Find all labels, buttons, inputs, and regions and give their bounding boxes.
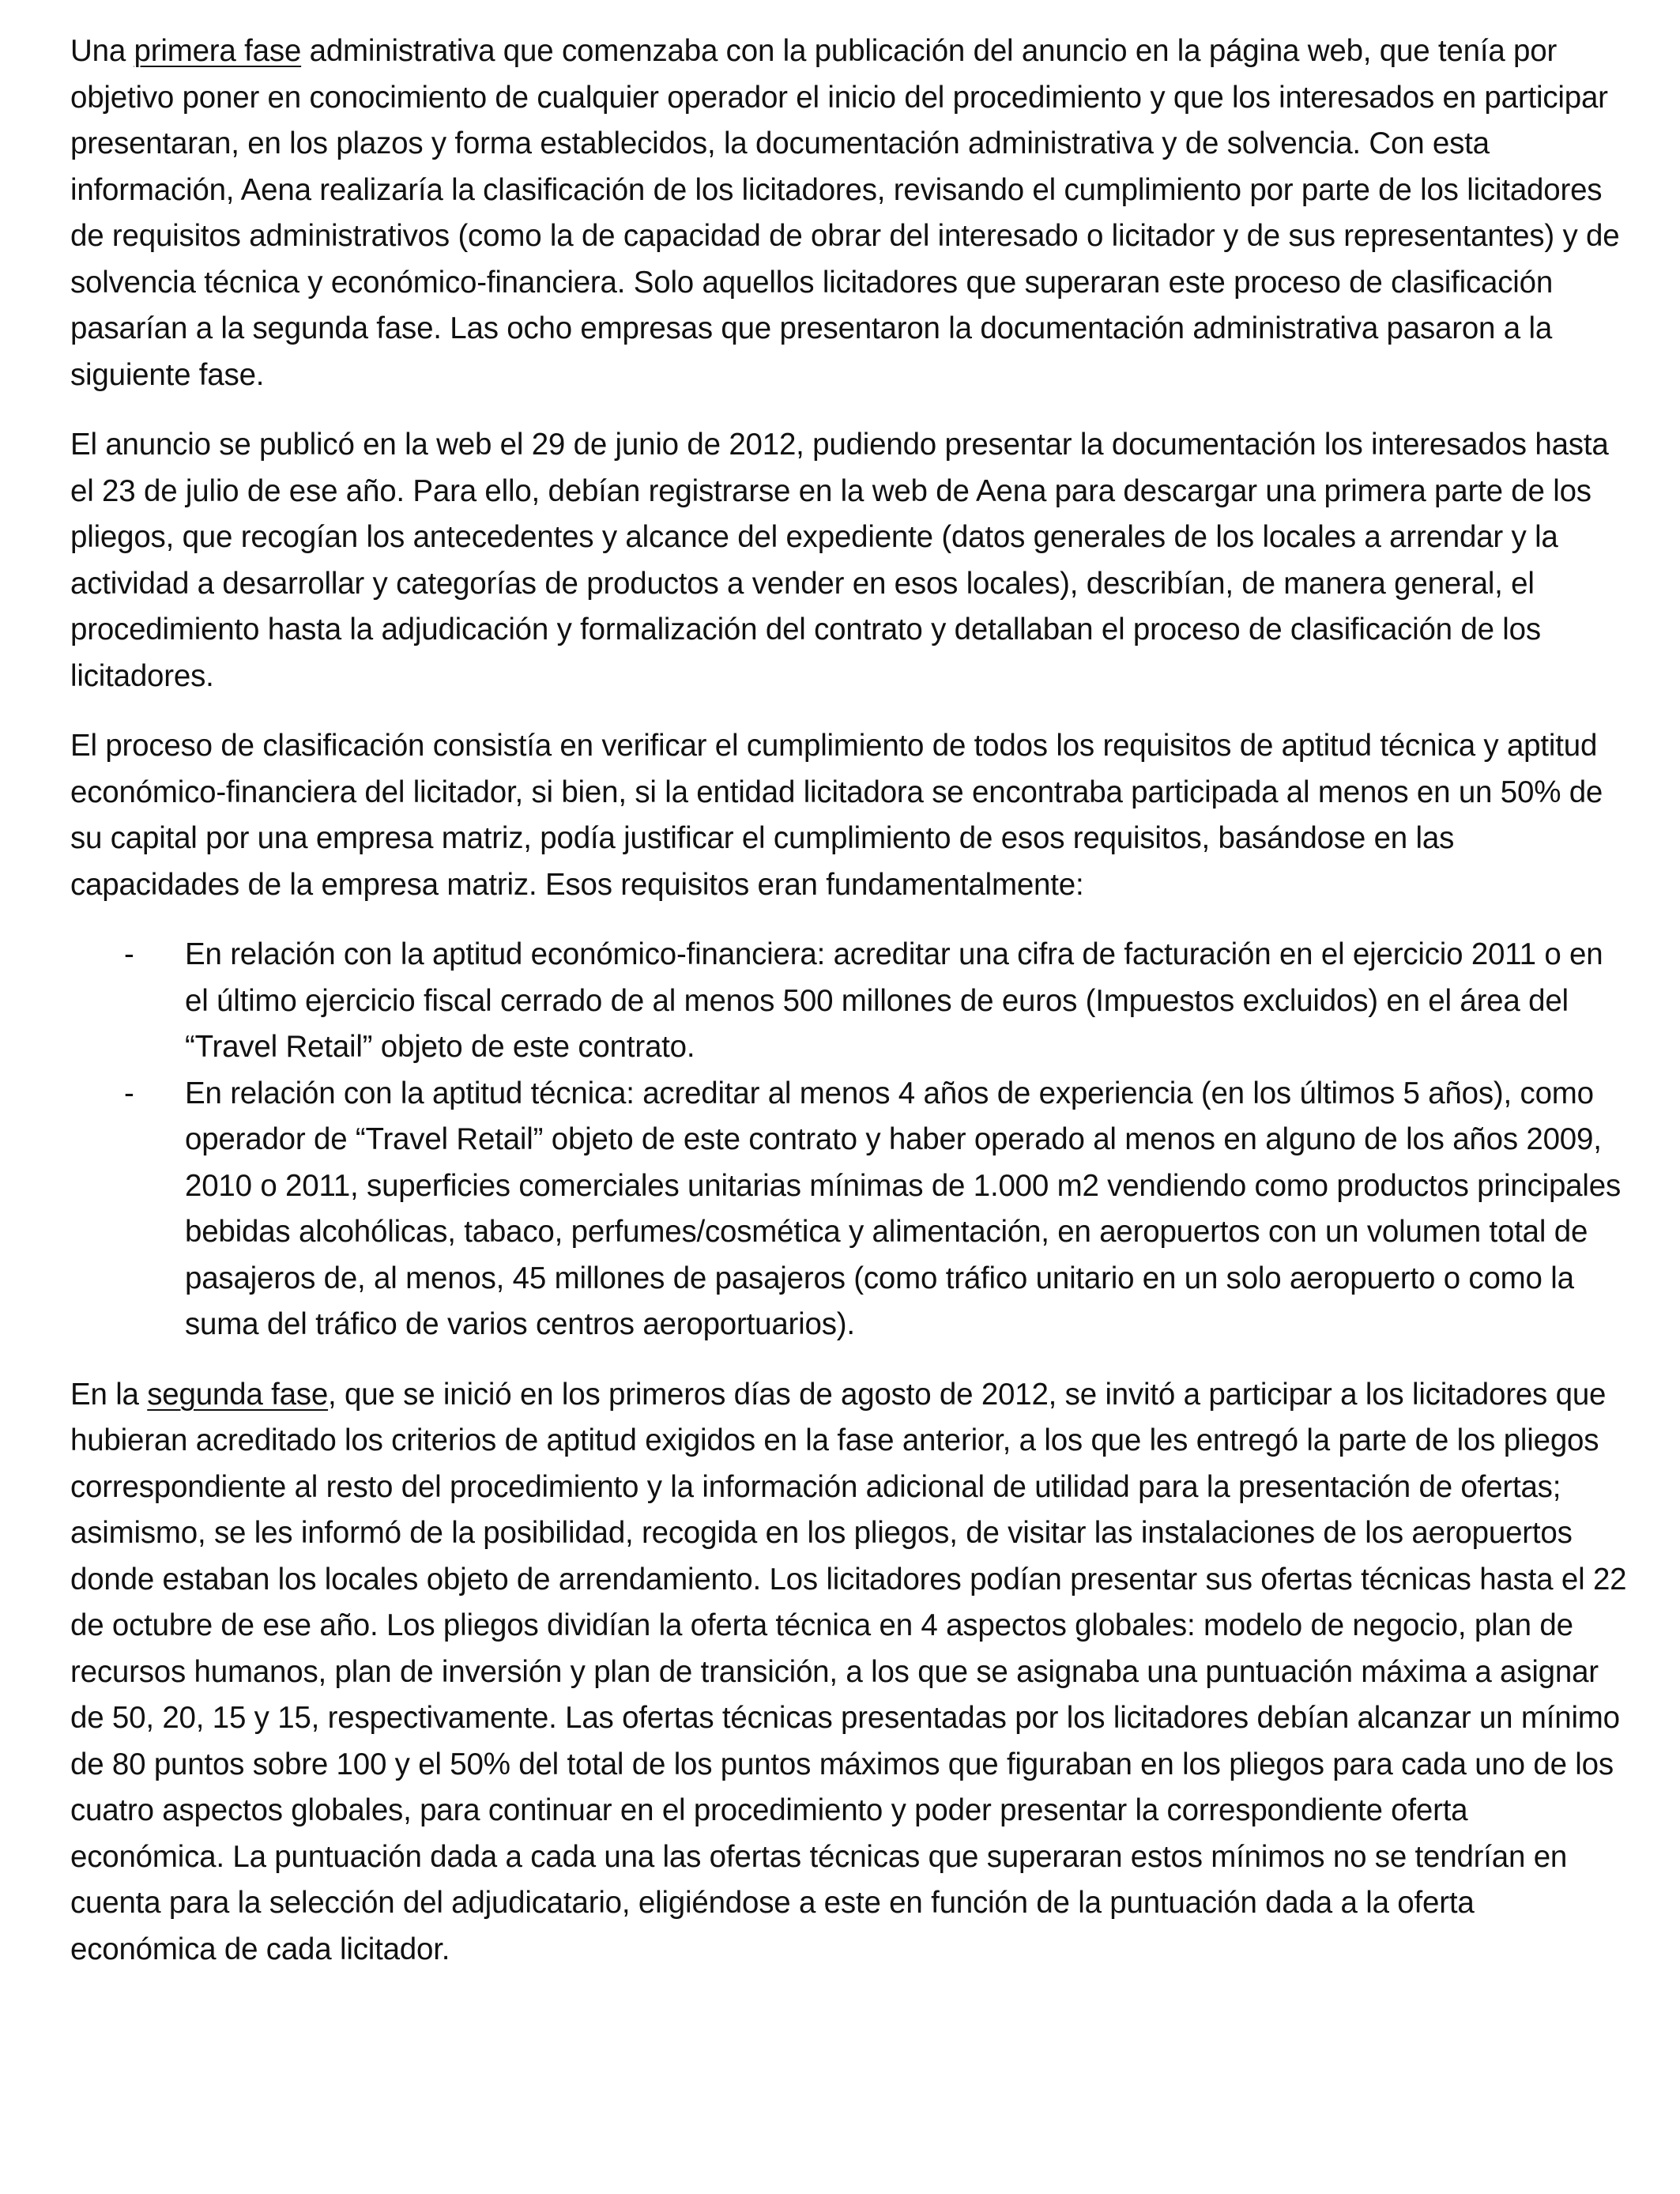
requirements-list: [70, 932, 1627, 1348]
paragraph-primera-fase: [70, 28, 1627, 398]
list-item-text: En relación con la aptitud técnica: acreditar al menos 4 años de experiencia (en los últimos 5 años), como operador de “Travel Retail” objeto de este contrato y haber operado al menos en alguno de los años 2009, 2010 o 2011, superficies comerciales unitarias mínimas de 1.000 m2 vendiendo como productos principales bebidas alcohólicas, tabaco, perfumes/cosmética y alimentación, en aeropuertos con un volumen total de pasajeros de, al menos, 45 millones de pasajeros (como tráfico unitario en un solo aeropuerto o como la suma del tráfico de varios centros aeroportuarios).: [185, 1076, 1622, 1341]
paragraph-body: administrativa que comenzaba con la publicación del anuncio en la página web, que tenía por objetivo poner en conocimiento de cualquier operador el inicio del procedimiento y que los interesados en participar presentaran, en los plazos y forma establecidos, la documentación administrativa y de solvencia. Con esta información, Aena realizaría la clasificación de los licitadores, revisando el cumplimiento por parte de los licitadores de requisitos administrativos (como la de capacidad de obrar del interesado o licitador y de sus representantes) y de solvencia técnica y económico-financiera. Solo aquellos licitadores que superaran este proceso de clasificación pasarían a la segunda fase. Las ocho empresas que presentaron la documentación administrativa pasaron a la siguiente fase.: [70, 34, 1620, 392]
bullet-marker: -: [124, 1076, 134, 1110]
paragraph-prefix: Una: [70, 34, 134, 68]
paragraph-prefix: En la: [70, 1377, 148, 1412]
list-item-text: En relación con la aptitud económico-financiera: acreditar una cifra de facturación en el ejercicio 2011 o en el último ejercicio fiscal cerrado de al menos 500 millones de euros (Impuestos excluidos) en el área del “Travel Retail” objeto de este contrato.: [185, 937, 1603, 1064]
underlined-term-segunda-fase: segunda fase: [147, 1377, 329, 1412]
paragraph-segunda-fase: [70, 1372, 1627, 1973]
list-item: [70, 932, 1627, 1071]
list-item: [70, 1071, 1627, 1348]
document-page: [70, 28, 1627, 1996]
paragraph-anuncio: El anuncio se publicó en la web el 29 de junio de 2012, pudiendo presentar la documentación los interesados hasta el 23 de julio de ese año. Para ello, debían registrarse en la web de Aena para descargar una primera parte de los pliegos, que recogían los antecedentes y alcance del expediente (datos generales de los locales a arrendar y la actividad a desarrollar y categorías de productos a vender en esos locales), describían, de manera general, el procedimiento hasta la adjudicación y formalización del contrato y detallaban el proceso de clasificación de los licitadores.: [70, 428, 1609, 693]
paragraph-proceso-clasificacion: El proceso de clasificación consistía en verificar el cumplimiento de todos los requisitos de aptitud técnica y aptitud económico-financiera del licitador, si bien, si la entidad licitadora se encontraba participada al menos en un 50% de su capital por una empresa matriz, podía justificar el cumplimiento de esos requisitos, basándose en las capacidades de la empresa matriz. Esos requisitos eran fundamentalmente:: [70, 729, 1603, 902]
paragraph-body: , que se inició en los primeros días de agosto de 2012, se invitó a participar a los licitadores que hubieran acreditado los criterios de aptitud exigidos en la fase anterior, a los que les entregó la parte de los pliegos correspondiente al resto del procedimiento y la información adicional de utilidad para la presentación de ofertas; asimismo, se les informó de la posibilidad, recogida en los pliegos, de visitar las instalaciones de los aeropuertos donde estaban los locales objeto de arrendamiento. Los licitadores podían presentar sus ofertas técnicas hasta el 22 de octubre de ese año. Los pliegos dividían la oferta técnica en 4 aspectos globales: modelo de negocio, plan de recursos humanos, plan de inversión y plan de transición, a los que se asignaba una puntuación máxima a asignar de 50, 20, 15 y 15, respectivamente. Las ofertas técnicas presentadas por los licitadores debían alcanzar un mínimo de 80 puntos sobre 100 y el 50% del total de los puntos máximos que figuraban en los pliegos para cada uno de los cuatro aspectos globales, para continuar en el procedimiento y poder presentar la correspondiente oferta económica. La puntuación dada a cada una las ofertas técnicas que superaran estos mínimos no se tendrían en cuenta para la selección del adjudicatario, eligiéndose a este en función de la puntuación dada a la oferta económica de cada licitador.: [70, 1377, 1627, 1966]
bullet-marker: -: [124, 937, 134, 971]
underlined-term-primera-fase: primera fase: [134, 34, 302, 68]
